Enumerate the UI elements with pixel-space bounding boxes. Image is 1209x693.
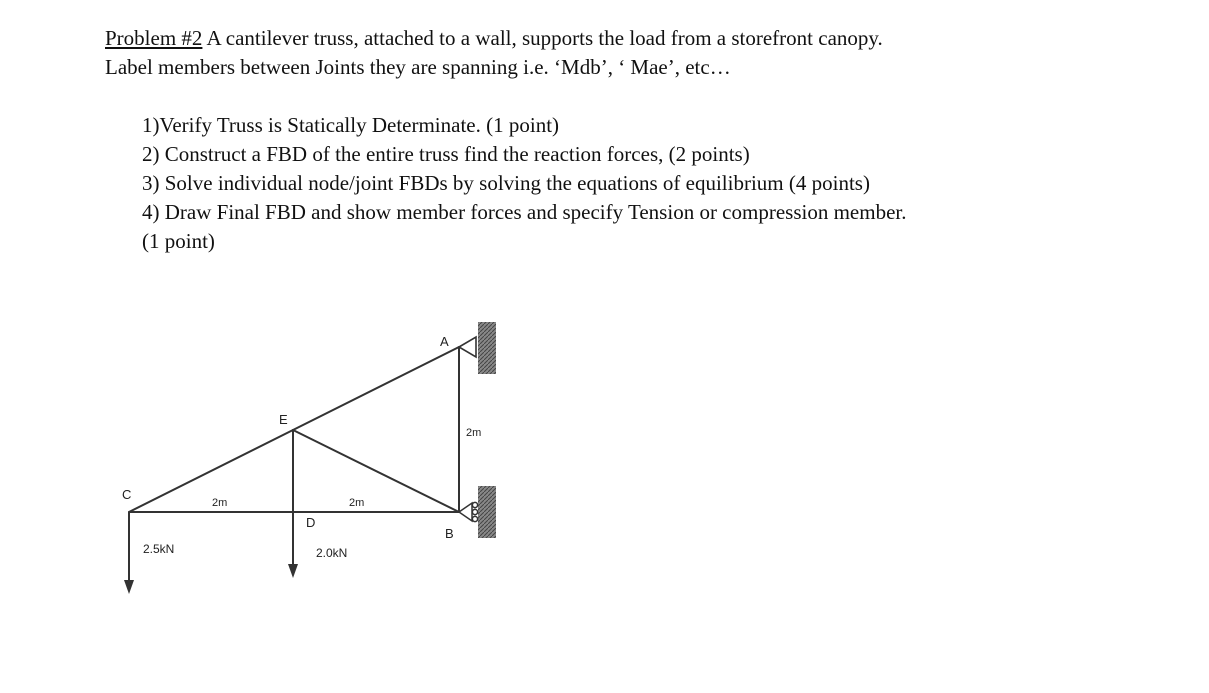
dimension-label-cd: 2m [212,497,228,509]
joint-label-e: E [279,412,288,427]
joint-label-a: A [440,334,449,349]
load-arrow-d [288,512,298,578]
dimension-label-ab: 2m [466,427,482,439]
joint-label-d: D [306,515,316,530]
member-eb [293,430,459,512]
task-4-points: (1 point) [142,229,215,253]
task-3: 3) Solve individual node/joint FBDs by solving the equations of equilibrium (4 points) [142,171,870,195]
roller-support-b [459,502,478,521]
problem-line-2: Label members between Joints they are spanning i.e. ‘Mdb’, ‘ Mae’, etc… [105,55,731,79]
load-arrow-c [124,512,134,594]
load-label-d: 2.0kN [316,546,348,560]
member-ce [129,430,293,512]
joint-label-c: C [122,487,132,502]
problem-label: Problem #2 [105,26,203,50]
wall-upper [478,322,496,374]
problem-text-1: A cantilever truss, attached to a wall, supports the load from a storefront canopy. [202,26,883,50]
task-4: 4) Draw Final FBD and show member forces and specify Tension or compression member. [142,200,907,224]
member-ea [293,347,459,430]
pin-support-a [459,337,476,357]
task-1: 1)Verify Truss is Statically Determinate. (1 point) [142,113,560,137]
task-2: 2) Construct a FBD of the entire truss find the reaction forces, (2 points) [142,142,750,166]
dimension-label-db: 2m [349,497,365,509]
wall-lower [478,486,496,538]
load-label-c: 2.5kN [143,542,175,556]
joint-label-b: B [445,526,454,541]
